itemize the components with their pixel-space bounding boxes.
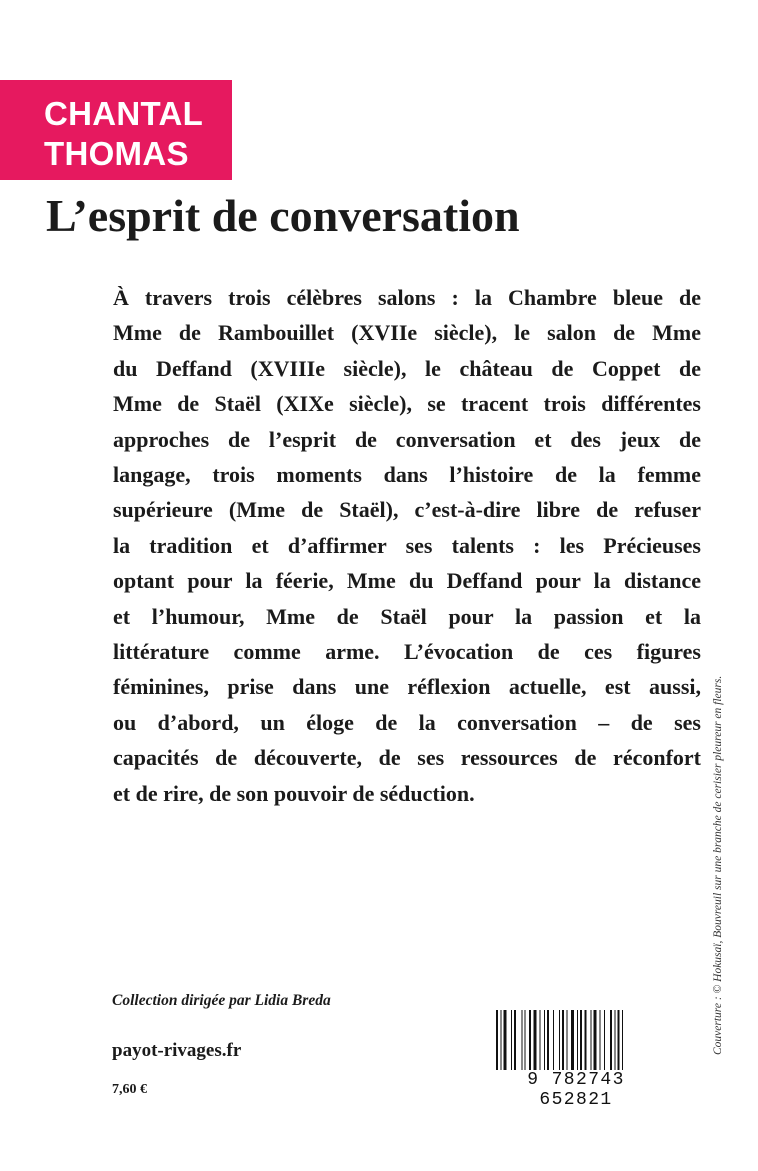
author-first-name: CHANTAL bbox=[44, 95, 204, 132]
barcode-bar bbox=[562, 1010, 564, 1070]
isbn-number: 9 782743 652821 bbox=[527, 1070, 625, 1110]
blurb-line: Mme de Rambouillet (XVIIe siècle), le salon de Mme bbox=[113, 320, 701, 346]
barcode-bar bbox=[547, 1010, 549, 1070]
barcode-bar bbox=[540, 1010, 541, 1070]
barcode-bar bbox=[501, 1010, 502, 1070]
blurb-line: supérieure (Mme de Staël), c’est-à-dire libre de refuser bbox=[113, 497, 701, 523]
barcode-bar bbox=[600, 1010, 601, 1070]
barcode-bar bbox=[529, 1010, 531, 1070]
barcode-bar bbox=[604, 1010, 605, 1070]
blurb-line: littérature comme arme. L’évocation de ces figures bbox=[113, 639, 701, 665]
barcode-bar bbox=[544, 1010, 545, 1070]
blurb-line: approches de l’esprit de conversation et des jeux de bbox=[113, 426, 701, 452]
blurb-line: À travers trois célèbres salons : la Chambre bleue de bbox=[113, 285, 701, 310]
blurb-line: du Deffand (XVIIIe siècle), le château de Coppet de bbox=[113, 355, 701, 381]
barcode-bar bbox=[585, 1010, 587, 1070]
barcode-bar bbox=[577, 1010, 578, 1070]
barcode-bar bbox=[610, 1010, 612, 1070]
barcode-bar bbox=[618, 1010, 620, 1070]
barcode-bar bbox=[559, 1010, 560, 1070]
cover-image-credit: Couverture : © Hokusaï, Bouvreuil sur une branche de cerisier pleureur en fleurs. bbox=[712, 675, 724, 1055]
barcode-bar bbox=[571, 1010, 574, 1070]
barcode-bar bbox=[594, 1010, 597, 1070]
blurb-line: et de rire, de son pouvoir de séduction. bbox=[113, 780, 475, 806]
price: 7,60 € bbox=[112, 1082, 147, 1097]
blurb-line: capacités de découverte, de ses ressources de réconfort bbox=[113, 745, 701, 771]
barcode-bar bbox=[622, 1010, 623, 1070]
barcode-bar bbox=[504, 1010, 507, 1070]
collection-editor: Collection dirigée par Lidia Breda bbox=[112, 992, 331, 1009]
blurb-line: la tradition et d’affirmer ses talents : les Précieuses bbox=[113, 532, 701, 558]
blurb-line: optant pour la féerie, Mme du Deffand pour la distance bbox=[113, 568, 701, 594]
barcode-bar bbox=[525, 1010, 526, 1070]
author-last-name: THOMAS bbox=[44, 135, 189, 172]
barcode-bar bbox=[615, 1010, 616, 1070]
barcode-bar bbox=[567, 1010, 568, 1070]
barcode-bar bbox=[522, 1010, 523, 1070]
barcode-bars bbox=[496, 1010, 656, 1070]
book-title: L’esprit de conversation bbox=[46, 190, 520, 241]
blurb-line: et l’humour, Mme de Staël pour la passion et la bbox=[113, 603, 701, 629]
blurb-line: Mme de Staël (XIXe siècle), se tracent trois différentes bbox=[113, 391, 701, 417]
publisher-website: payot-rivages.fr bbox=[112, 1040, 242, 1061]
barcode-bar bbox=[534, 1010, 537, 1070]
barcode-bar bbox=[514, 1010, 516, 1070]
barcode-bar bbox=[580, 1010, 582, 1070]
author-band bbox=[0, 80, 232, 180]
barcode-bar bbox=[553, 1010, 554, 1070]
blurb-line: féminines, prise dans une réflexion actuelle, est aussi, bbox=[113, 674, 701, 700]
isbn-barcode bbox=[486, 1010, 666, 1110]
back-cover-blurb bbox=[113, 280, 701, 811]
barcode-bar bbox=[511, 1010, 512, 1070]
blurb-line: ou d’abord, un éloge de la conversation – de ses bbox=[113, 709, 701, 735]
barcode-bar bbox=[496, 1010, 498, 1070]
blurb-line: langage, trois moments dans l’histoire de la femme bbox=[113, 462, 701, 488]
barcode-bar bbox=[591, 1010, 592, 1070]
